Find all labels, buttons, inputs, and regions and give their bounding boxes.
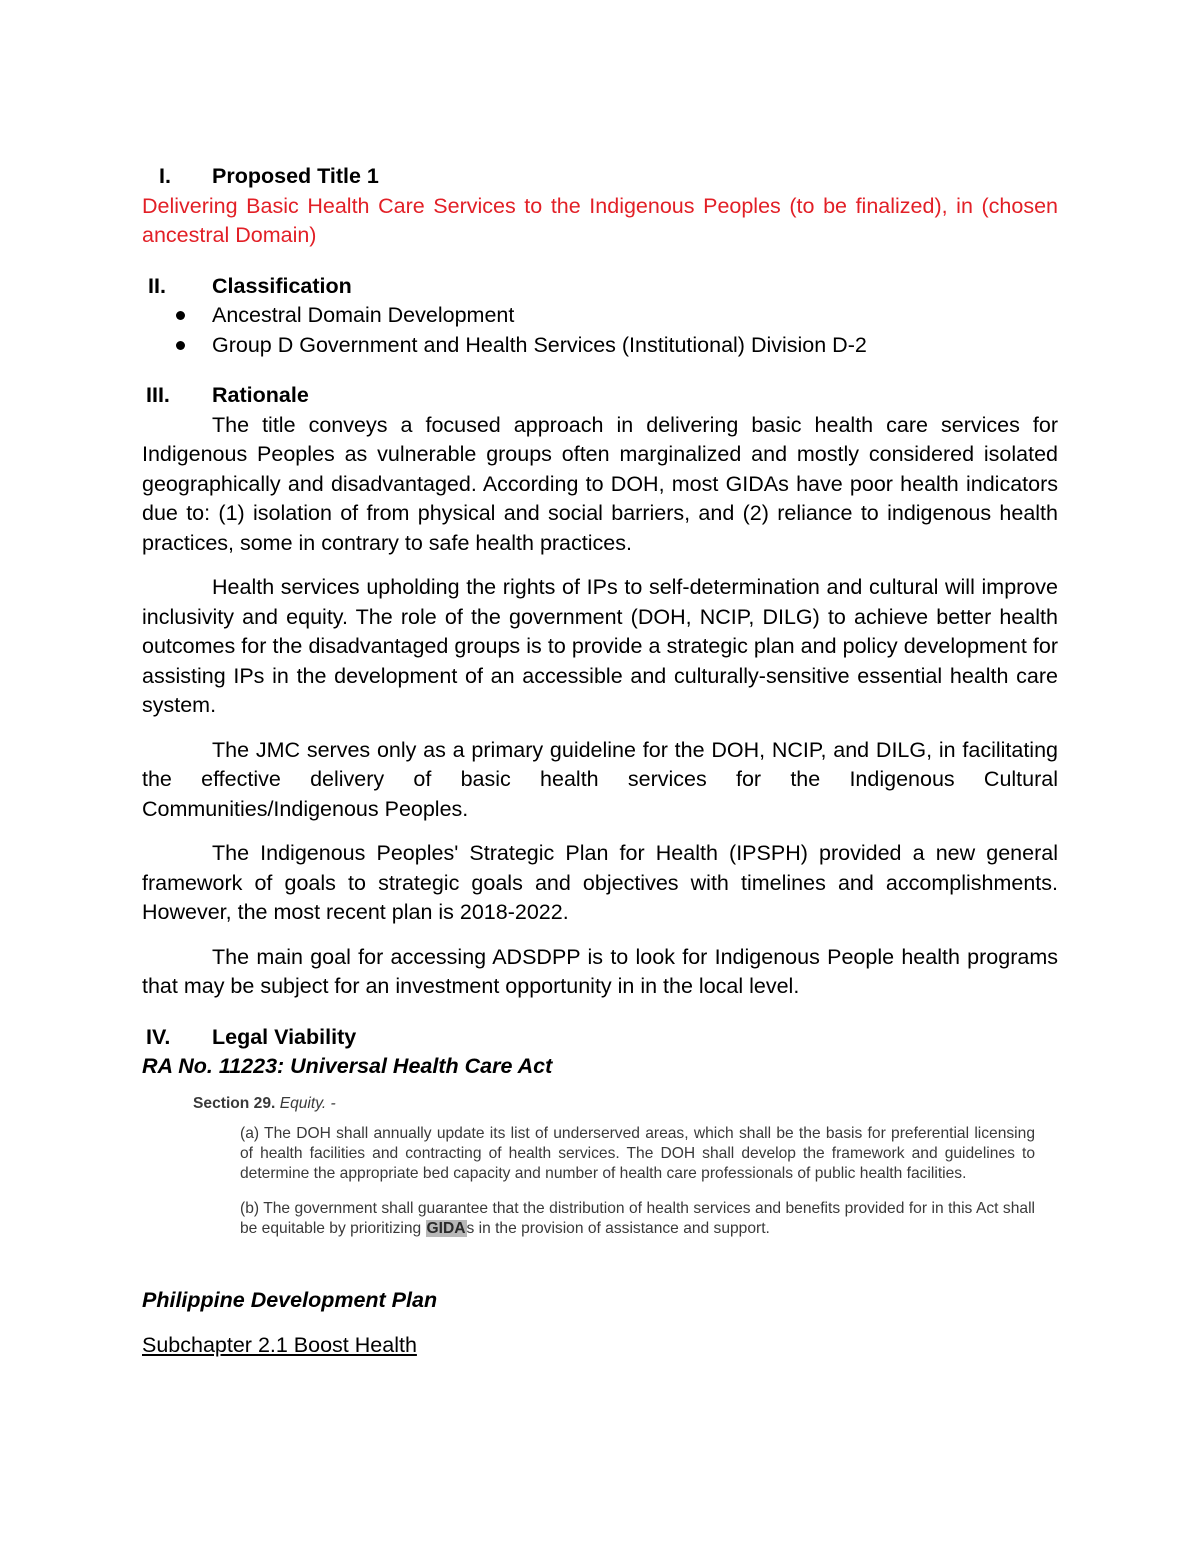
bullet-icon bbox=[176, 341, 185, 350]
highlighted-term: GIDA bbox=[426, 1219, 466, 1237]
excerpt-section-label: Section 29. bbox=[193, 1094, 276, 1112]
section-numeral: I. bbox=[159, 164, 171, 188]
plan-title: Philippine Development Plan bbox=[142, 1287, 438, 1312]
rationale-paragraph: Health services upholding the rights of IPs to self-determination and cultural will improve inclusivity and equity. The role of the government (DOH, NCIP, DILG) to achieve better health outcomes for the disadvantaged groups is to provide a strategic plan and policy development for assisting IPs in the development of an accessible and culturally-sensitive essential health care system. bbox=[142, 575, 1058, 717]
classification-list bbox=[142, 301, 1058, 360]
proposed-title-text: Delivering Basic Health Care Services to the Indigenous Peoples (to be finalized), in (chosen ancestral Domain) bbox=[142, 193, 1058, 247]
excerpt-section-heading bbox=[193, 1094, 1035, 1114]
act-title: RA No. 11223: Universal Health Care Act bbox=[142, 1054, 553, 1078]
list-item bbox=[142, 301, 1058, 331]
law-excerpt bbox=[193, 1094, 1035, 1239]
section-title: Rationale bbox=[212, 383, 309, 407]
section-numeral: II. bbox=[148, 273, 166, 298]
excerpt-section-dash: - bbox=[326, 1094, 336, 1112]
rationale-paragraph: The title conveys a focused approach in delivering basic health care services for Indigenous Peoples as vulnerable groups often marginalized and mostly considered isolated geographically and disadvantaged. According to DOH, most GIDAs have poor health indicators due to: (1) isolation of from physical and social barriers, and (2) reliance to indigenous health practices, some in contrary to safe health practices. bbox=[142, 412, 1058, 555]
section-numeral: III. bbox=[146, 383, 170, 407]
section-numeral: IV. bbox=[146, 1024, 171, 1049]
excerpt-clause-b bbox=[240, 1199, 1035, 1239]
section-heading-rationale bbox=[142, 381, 1058, 411]
list-item bbox=[142, 331, 1058, 361]
bullet-icon bbox=[176, 311, 185, 320]
section-title: Legal Viability bbox=[212, 1024, 357, 1049]
clause-b-start: (b) The government shall guarantee that the distribution of health services and benefits provided for in this Act shall be equitable by prioritizing bbox=[240, 1199, 1035, 1237]
section-title: Proposed Title 1 bbox=[212, 164, 379, 188]
rationale-paragraph: The JMC serves only as a primary guideline for the DOH, NCIP, and DILG, in facilitating the effective delivery of basic health services for the Indigenous Cultural Communities/Indigenous Peoples. bbox=[142, 737, 1058, 821]
section-heading-proposed-title bbox=[142, 162, 1058, 192]
excerpt-section-italic: Equity. bbox=[279, 1094, 327, 1112]
excerpt-clause-a: (a) The DOH shall annually update its list of underserved areas, which shall be the basis for preferential licensing of health facilities and contracting of health services. The DOH shall develop the framework and guidelines to determine the appropriate bed capacity and number of health care professionals of public health facilities. bbox=[240, 1124, 1035, 1182]
clause-b-end: s in the provision of assistance and support. bbox=[466, 1219, 770, 1237]
list-item-text: Group D Government and Health Services (Institutional) Division D-2 bbox=[212, 332, 867, 357]
section-title: Classification bbox=[212, 273, 352, 298]
list-item-text: Ancestral Domain Development bbox=[212, 303, 515, 327]
section-heading-classification bbox=[142, 272, 1058, 302]
rationale-paragraph: The main goal for accessing ADSDPP is to look for Indigenous People health programs that may be subject for an investment opportunity in in the local level. bbox=[142, 944, 1058, 998]
section-heading-legal-viability bbox=[142, 1023, 1058, 1053]
rationale-paragraph: The Indigenous Peoples' Strategic Plan for Health (IPSPH) provided a new general framework of goals to strategic goals and objectives with timelines and accomplishments. However, the most recent plan is 2018-2022. bbox=[142, 841, 1058, 924]
subchapter-heading: Subchapter 2.1 Boost Health bbox=[142, 1333, 417, 1357]
document-body bbox=[142, 162, 1058, 1361]
